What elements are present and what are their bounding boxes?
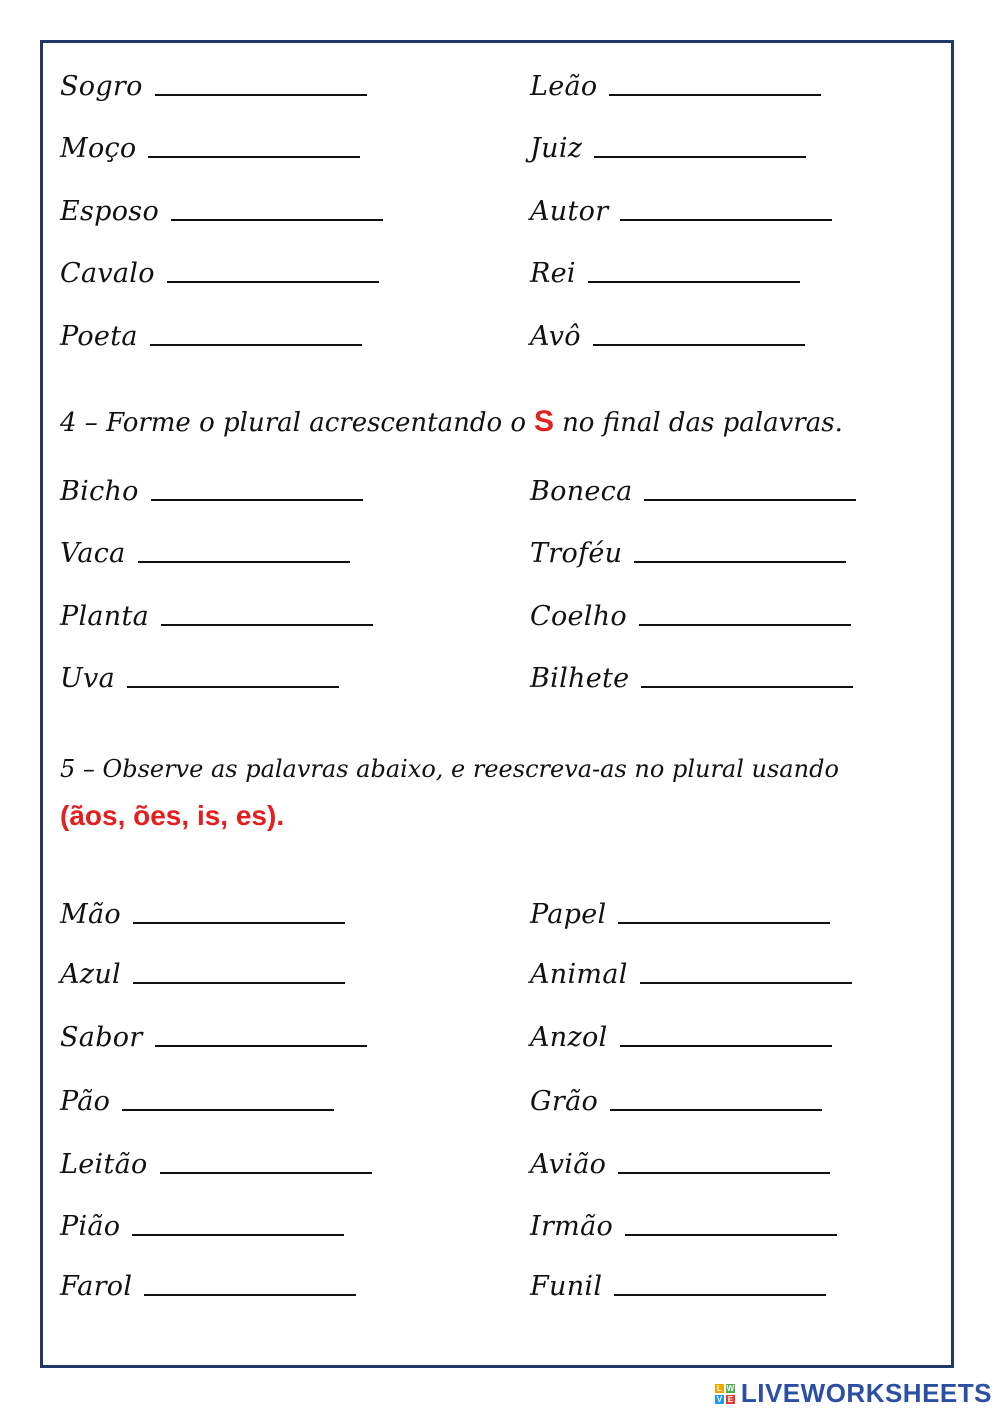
answer-blank[interactable]: [588, 281, 800, 283]
question-4-highlight: S: [534, 405, 555, 438]
answer-blank[interactable]: [641, 686, 853, 688]
word-label: Uva: [60, 663, 116, 694]
word-row: [530, 60, 821, 100]
answer-blank[interactable]: [644, 499, 856, 501]
answer-blank[interactable]: [167, 281, 379, 283]
answer-blank[interactable]: [620, 219, 832, 221]
answer-blank[interactable]: [122, 1109, 334, 1111]
answer-blank[interactable]: [155, 94, 367, 96]
word-label: Bicho: [60, 476, 139, 507]
word-label: Coelho: [530, 601, 627, 632]
answer-blank[interactable]: [161, 624, 373, 626]
word-label: Avião: [530, 1149, 607, 1180]
word-label: Moço: [60, 133, 137, 164]
answer-blank[interactable]: [151, 499, 363, 501]
word-row: [530, 1011, 832, 1051]
word-row: [60, 888, 345, 928]
question-4-instruction: [60, 405, 843, 439]
question-4-prefix: 4 – Forme o plural acrescentando o: [60, 408, 527, 438]
word-row: [530, 888, 830, 928]
word-row: [60, 122, 360, 162]
word-label: Azul: [60, 959, 121, 990]
word-label: Farol: [60, 1271, 133, 1302]
word-row: [530, 465, 856, 505]
word-label: Grão: [530, 1086, 599, 1117]
word-label: Papel: [530, 899, 607, 930]
word-row: [60, 310, 362, 350]
question-5-instruction: 5 – Observe as palavras abaixo, e reescreva-as no plural usando: [60, 755, 839, 783]
word-label: Sogro: [60, 71, 143, 102]
word-label: Mão: [60, 899, 121, 930]
logo-letter: V: [716, 1394, 723, 1404]
answer-blank[interactable]: [155, 1045, 367, 1047]
word-row: [530, 247, 800, 287]
word-label: Avô: [530, 321, 581, 352]
answer-blank[interactable]: [639, 624, 851, 626]
word-label: Esposo: [60, 196, 160, 227]
word-label: Leão: [530, 71, 598, 102]
word-label: Troféu: [530, 538, 623, 569]
word-row: [60, 185, 383, 225]
word-row: [60, 247, 379, 287]
question-4-suffix: no final das palavras.: [562, 408, 843, 438]
answer-blank[interactable]: [634, 561, 846, 563]
word-label: Animal: [530, 959, 628, 990]
word-label: Autor: [530, 196, 609, 227]
answer-blank[interactable]: [171, 219, 383, 221]
logo-text: LIVEWORKSHEETS: [740, 1378, 992, 1408]
word-row: [530, 527, 846, 567]
word-label: Pião: [60, 1211, 121, 1242]
word-row: [530, 652, 853, 692]
word-row: [60, 590, 373, 630]
answer-blank[interactable]: [620, 1045, 832, 1047]
answer-blank[interactable]: [148, 156, 360, 158]
word-row: [530, 590, 851, 630]
answer-blank[interactable]: [133, 982, 345, 984]
word-label: Vaca: [60, 538, 126, 569]
word-row: [530, 310, 805, 350]
word-row: [60, 1260, 356, 1300]
answer-blank[interactable]: [593, 344, 805, 346]
word-label: Juiz: [530, 133, 583, 164]
answer-blank[interactable]: [618, 1172, 830, 1174]
answer-blank[interactable]: [640, 982, 852, 984]
word-row: [530, 122, 806, 162]
word-label: Pão: [60, 1086, 111, 1117]
answer-blank[interactable]: [160, 1172, 372, 1174]
answer-blank[interactable]: [138, 561, 350, 563]
logo-letter: W: [726, 1383, 735, 1393]
answer-blank[interactable]: [144, 1294, 356, 1296]
word-row: [60, 527, 350, 567]
word-row: [530, 1075, 822, 1115]
answer-blank[interactable]: [618, 922, 830, 924]
word-row: [530, 1138, 830, 1178]
word-row: [530, 948, 852, 988]
word-label: Sabor: [60, 1022, 143, 1053]
question-5-highlight: (ãos, ões, is, es).: [60, 800, 285, 831]
word-label: Poeta: [60, 321, 138, 352]
word-row: [530, 1260, 826, 1300]
word-label: Irmão: [530, 1211, 614, 1242]
word-row: [60, 60, 367, 100]
logo-letter: L: [715, 1384, 724, 1393]
word-row: [60, 1011, 367, 1051]
word-row: [60, 948, 345, 988]
word-label: Planta: [60, 601, 150, 632]
answer-blank[interactable]: [609, 94, 821, 96]
word-label: Anzol: [530, 1022, 608, 1053]
answer-blank[interactable]: [150, 344, 362, 346]
word-row: [60, 1200, 344, 1240]
word-label: Cavalo: [60, 258, 155, 289]
word-label: Boneca: [530, 476, 633, 507]
word-label: Bilhete: [530, 663, 630, 694]
word-label: Rei: [530, 258, 576, 289]
word-label: Funil: [530, 1271, 603, 1302]
word-row: [530, 1200, 837, 1240]
answer-blank[interactable]: [625, 1234, 837, 1236]
logo-icon: [715, 1384, 735, 1404]
answer-blank[interactable]: [133, 922, 345, 924]
logo-letter: E: [727, 1394, 734, 1404]
answer-blank[interactable]: [614, 1294, 826, 1296]
word-row: [60, 1138, 372, 1178]
answer-blank[interactable]: [610, 1109, 822, 1111]
word-row: [530, 185, 832, 225]
word-row: [60, 652, 339, 692]
answer-blank[interactable]: [127, 686, 339, 688]
answer-blank[interactable]: [594, 156, 806, 158]
answer-blank[interactable]: [132, 1234, 344, 1236]
liveworksheets-logo[interactable]: [715, 1378, 992, 1409]
word-row: [60, 1075, 334, 1115]
word-row: [60, 465, 363, 505]
word-label: Leitão: [60, 1149, 148, 1180]
